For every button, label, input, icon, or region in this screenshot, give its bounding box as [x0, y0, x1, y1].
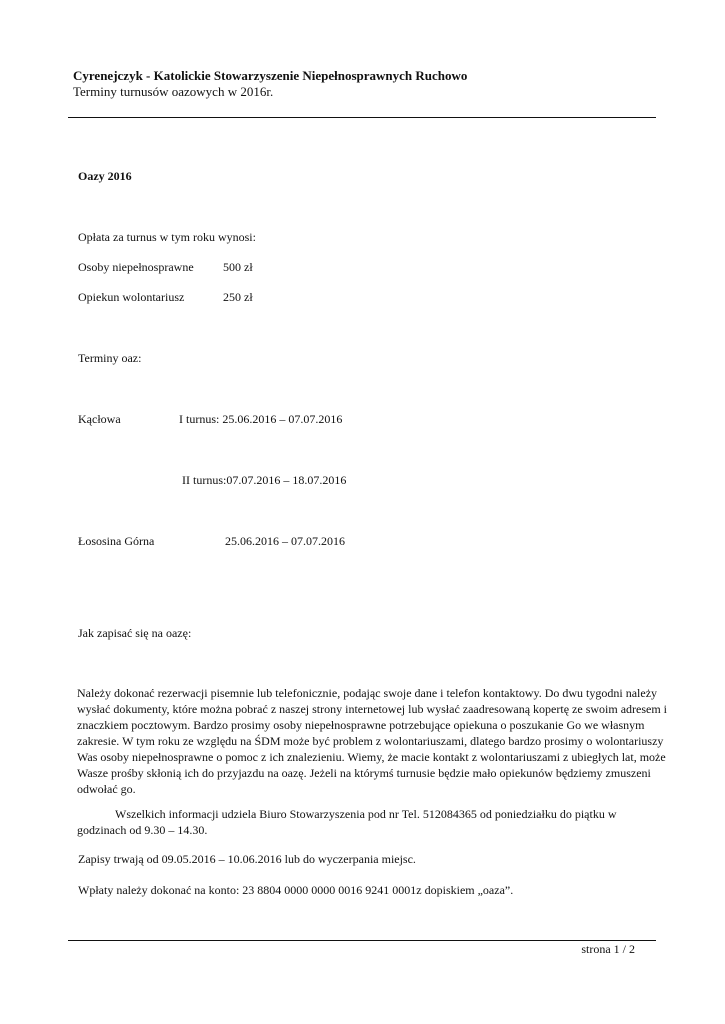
fee-label-volunteer: Opiekun wolontariusz [78, 290, 185, 304]
payment-info: Wpłaty należy dokonać na konto: 23 8804 0000 0000 0016 9241 0001z dopiskiem „oaza”. [78, 883, 514, 897]
page-number: strona 1 / 2 [581, 942, 635, 956]
fee-amount-volunteer: 250 zł [223, 290, 253, 304]
footer-divider [68, 940, 656, 941]
terms-heading: Terminy oaz: [78, 351, 142, 365]
document-header-subtitle: Terminy turnusów oazowych w 2016r. [73, 84, 274, 99]
signup-heading: Jak zapisać się na oazę: [78, 626, 192, 640]
fee-intro: Opłata za turnus w tym roku wynosi: [78, 230, 256, 244]
fee-amount-disabled: 500 zł [223, 260, 253, 274]
kaclowa-turn-2: II turnus:07.07.2016 – 18.07.2016 [182, 473, 347, 487]
header-divider [68, 117, 656, 118]
office-info: Wszelkich informacji udziela Biuro Stowarzyszenia pod nr Tel. 512084365 od poniedziałku do piątku w godzinach od 9.30 – 14.30. [77, 807, 617, 837]
place-lososina: Łososina Górna [78, 534, 155, 548]
signup-dates: Zapisy trwają od 09.05.2016 – 10.06.2016 lub do wyczerpania miejsc. [78, 852, 416, 866]
place-kaclowa: Kącłowa [78, 412, 121, 426]
kaclowa-turn-1: I turnus: 25.06.2016 – 07.07.2016 [179, 412, 343, 426]
document-header-title: Cyrenejczyk - Katolickie Stowarzyszenie Niepełnosprawnych Ruchowo [73, 68, 468, 83]
section-title: Oazy 2016 [78, 169, 132, 183]
lososina-dates: 25.06.2016 – 07.07.2016 [225, 534, 345, 548]
fee-label-disabled: Osoby niepełnosprawne [78, 260, 194, 274]
signup-paragraph: Należy dokonać rezerwacji pisemnie lub telefonicznie, podając swoje dane i telefon kontaktowy. Do dwu tygodni należy wysłać dokumenty, które można pobrać z naszej strony internetowej lub wysłać zaadresowaną kopertę ze swoim adresem i znaczkiem pocztowym. Bardzo prosimy osoby niepełnosprawne potrzebujące opiekuna o poszukanie Go we własnym zakresie. W tym roku ze względu na ŚDM może być problem z wolontariuszami, dlatego bardzo prosimy o wolontariuszy Was osoby niepełnosprawne o pomoc z ich znalezieniu. Wiemy, że macie kontakt z wolontariuszami z ubiegłych lat, może Wasze prośby skłonią ich do przyjazdu na oazę. Jeżeli na którymś turnusie będzie mało opiekunów będziemy zmuszeni odwołać go. [77, 686, 668, 796]
